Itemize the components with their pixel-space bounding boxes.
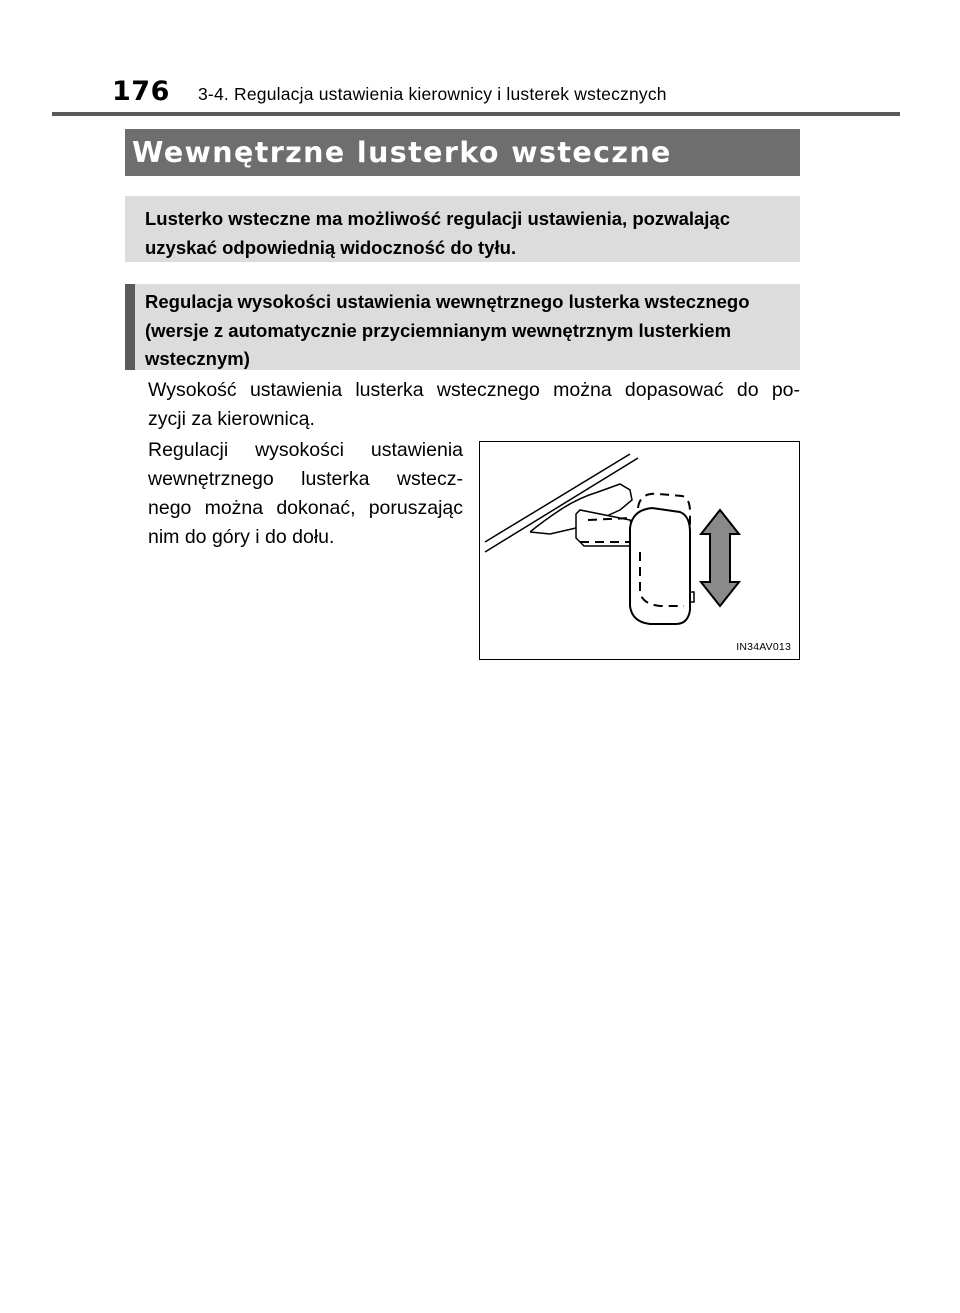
body-paragraph-1-line-1: Wysokość ustawienia lusterka wstecznego można dopasować do po-	[148, 379, 800, 401]
subheading-line-2: (wersje z automatycznie przyciemnianym wewnętrznym lusterkiem	[145, 319, 732, 341]
intro-box	[125, 196, 800, 262]
up-down-arrow-icon	[701, 510, 739, 606]
mirror-figure	[479, 441, 800, 660]
subheading-box	[125, 284, 800, 370]
subheading-line-1: Regulacja wysokości ustawienia wewnętrznego lusterka wstecznego	[145, 291, 750, 312]
body-paragraph-2-line-3: nego można dokonać, poruszając	[148, 497, 463, 519]
intro-line-1: Lusterko wsteczne ma możliwość regulacji ustawienia, pozwalając	[145, 208, 730, 229]
body-paragraph-2-line-1: Regulacji wysokości ustawienia	[148, 439, 463, 461]
body-paragraph-1-line-2: zycji za kierownicą.	[148, 408, 315, 430]
section-header: 3-4. Regulacja ustawienia kierownicy i lusterek wstecznych	[198, 84, 667, 104]
body-paragraph-2-line-4: nim do góry i do dołu.	[148, 526, 335, 548]
page-number: 176	[112, 76, 170, 107]
intro-line-2: uzyskać odpowiednią widoczność do tyłu.	[145, 237, 517, 258]
body-paragraph-2-line-2: wewnętrznego lusterka wstecz-	[148, 468, 463, 490]
rearview-mirror-illustration	[480, 442, 801, 661]
body-paragraph-1	[148, 376, 800, 434]
body-paragraph-2	[148, 436, 463, 552]
page-title: Wewnętrzne lusterko wsteczne	[125, 129, 800, 176]
figure-code: IN34AV013	[736, 641, 791, 653]
subheading-line-3: wstecznym)	[145, 348, 250, 369]
header-rule	[52, 112, 900, 116]
